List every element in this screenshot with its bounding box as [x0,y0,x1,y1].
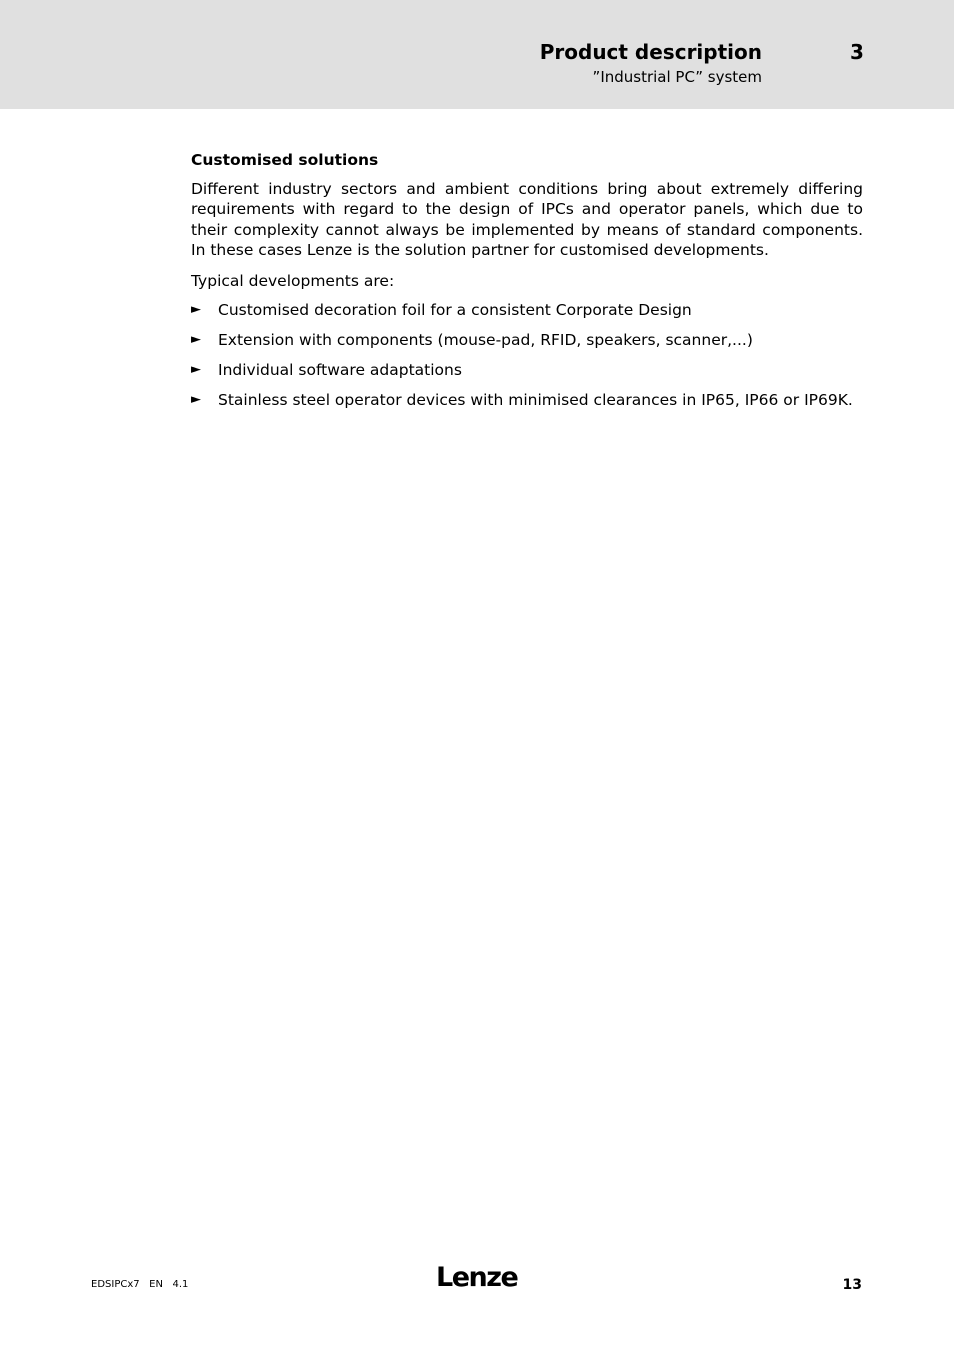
list-item-text: Customised decoration foil for a consistent Corporate Design [218,301,692,319]
chapter-number: 3 [850,40,864,64]
list-intro: Typical developments are: [191,271,395,290]
page-title: Product description [539,40,762,64]
header-band [0,0,954,109]
bullet-list [191,300,863,411]
list-item-text: Stainless steel operator devices with minimised clearances in IP65, IP66 or IP69K. [218,391,853,409]
page-number: 13 [842,1277,862,1293]
document-code: EDSIPCx7 EN 4.1 [91,1279,189,1290]
triangle-bullet-icon: ► [191,392,201,407]
section-heading: Customised solutions [191,151,379,169]
list-item [191,360,863,381]
triangle-bullet-icon: ► [191,302,201,317]
list-item [191,390,863,411]
body-paragraph: Different industry sectors and ambient conditions bring about extremely differing requirements with regard to the design of IPCs and operator panels, which due to their complexity cannot always be implemented by means of standard components. In these cases Lenze is the solution partner for customised developments. [191,179,863,259]
list-item [191,330,863,351]
page-subtitle: ”Industrial PC” system [592,68,762,86]
triangle-bullet-icon: ► [191,362,201,377]
triangle-bullet-icon: ► [191,332,201,347]
lenze-logo: Lenze [436,1262,518,1293]
list-item-text: Extension with components (mouse-pad, RFID, speakers, scanner,...) [218,331,753,349]
list-item [191,300,863,321]
list-item-text: Individual software adaptations [218,361,462,379]
main-content [191,150,863,420]
